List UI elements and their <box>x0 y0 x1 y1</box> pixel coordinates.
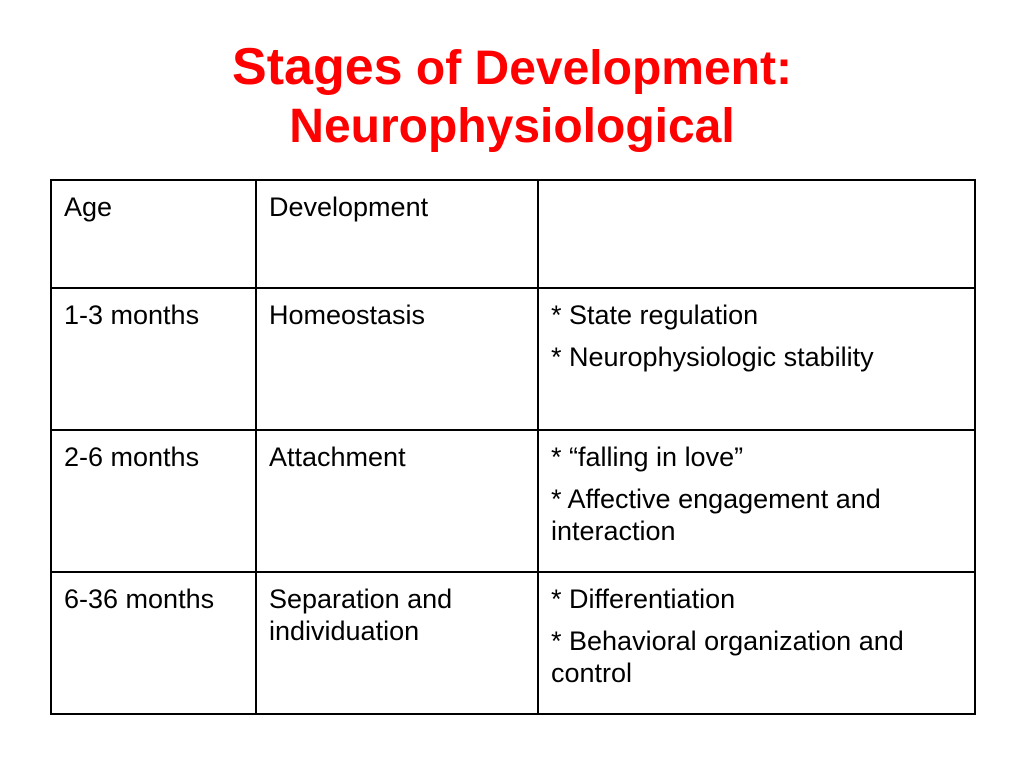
cell-age: 2-6 months <box>51 430 256 572</box>
note-item: * Neurophysiologic stability <box>551 342 874 372</box>
stages-table <box>50 179 976 715</box>
slide-title <box>0 38 1024 156</box>
cell-notes <box>538 572 975 714</box>
table-header-row <box>51 180 975 288</box>
cell-age: 1-3 months <box>51 288 256 430</box>
cell-development: Homeostasis <box>256 288 538 430</box>
header-notes <box>538 180 975 288</box>
note-item: * Differentiation <box>551 584 736 614</box>
note-item: * State regulation <box>551 300 759 330</box>
cell-age: 6-36 months <box>51 572 256 714</box>
cell-notes <box>538 288 975 430</box>
cell-notes <box>538 430 975 572</box>
note-item: * “falling in love” <box>551 442 744 472</box>
title-line-1 <box>0 38 1024 98</box>
table-row <box>51 288 975 430</box>
cell-development: Separation and individuation <box>256 572 538 714</box>
note-item: * Behavioral organization and control <box>551 626 904 688</box>
table-row <box>51 430 975 572</box>
header-age: Age <box>51 180 256 288</box>
cell-development: Attachment <box>256 430 538 572</box>
title-line-2: Neurophysiological <box>289 100 735 153</box>
note-item: * Affective engagement and interaction <box>551 484 881 546</box>
header-development: Development <box>256 180 538 288</box>
title-word-rest: of Development: <box>402 42 792 95</box>
table-row <box>51 572 975 714</box>
title-word-stages: Stages <box>232 38 403 96</box>
